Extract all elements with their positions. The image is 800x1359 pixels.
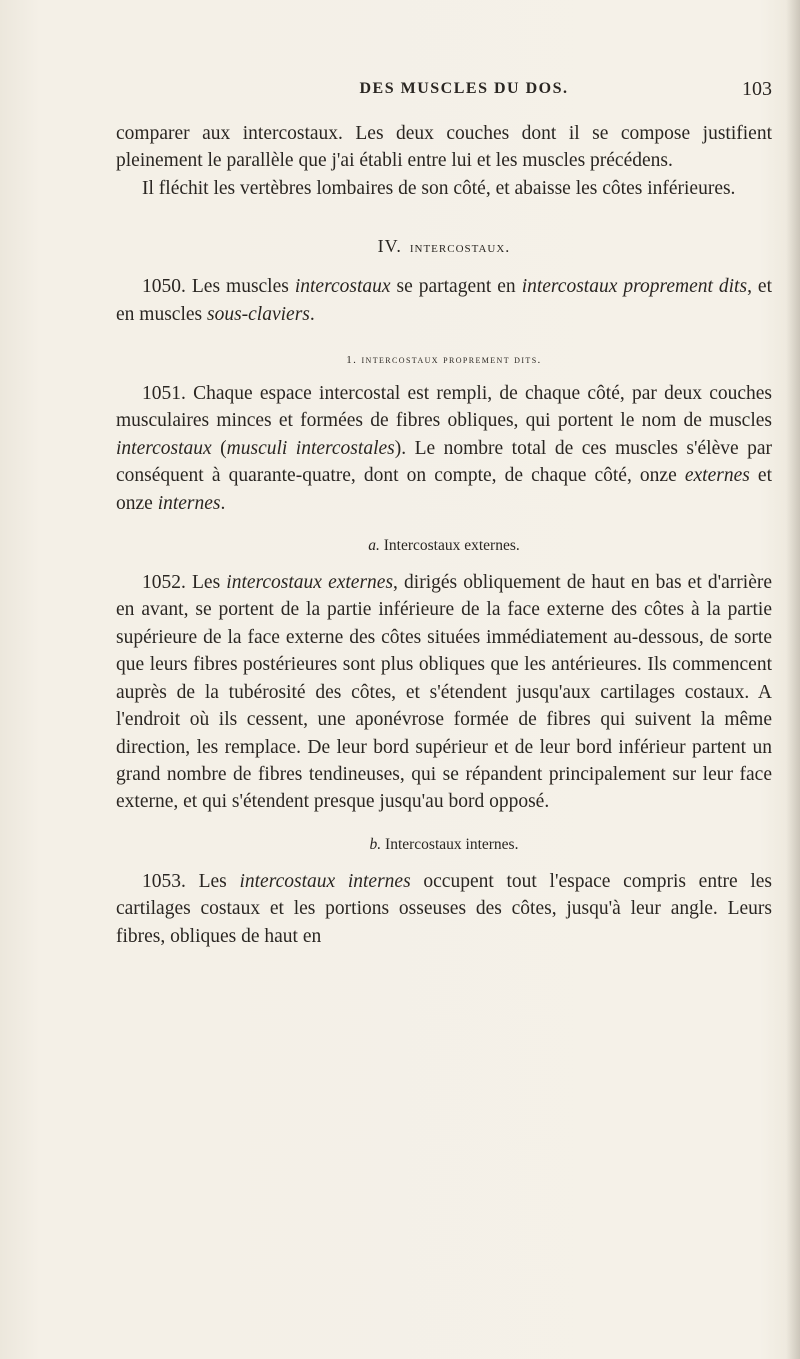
running-head-title: DES MUSCLES DU DOS.	[359, 80, 569, 97]
text-run: se partagent en	[390, 276, 522, 298]
paragraph-number: 1052.	[142, 572, 186, 594]
text-run: Les muscles	[191, 276, 295, 298]
part-b-heading	[116, 836, 772, 854]
italic-term: musculi intercostales	[226, 437, 395, 459]
subsection-heading: 1. intercostaux proprement dits.	[346, 354, 542, 367]
paragraph-number: 1051.	[142, 383, 186, 405]
page-spine-shadow	[786, 0, 800, 1359]
paragraph-number: 1050.	[142, 276, 186, 298]
text-run: ). Le nombre total de ces muscles s'élève par conséquent à quarante-quatre, dont on compte, de chaque côté, onze	[116, 437, 773, 487]
section-heading	[116, 236, 772, 257]
text-run: , dirigés obliquement de haut en bas et d'arrière en avant, se portent de la partie inférieure de la face externe des côtes à la partie supérieure de la face externe des côtes situées immédiatement au-dessous, de sorte que leurs fibres postérieures sont plus obliques que les antérieures. Ils commencent auprès de la tubérosité des côtes, et s'étendent jusqu'aux cartilages costaux. A l'endroit où ils cessent, une aponévrose formée de fibres qui suivent la même direction, les remplace. De leur bord supérieur et de leur bord inférieur partent un grand nombre de fibres tendineuses, qui se répandent principalement sur leur face externe, et qui s'étendent presque jusqu'au bord opposé.	[116, 572, 773, 813]
section-roman-numeral: IV.	[377, 236, 402, 257]
paragraph-1053	[116, 868, 772, 950]
text-run: occupent tout l'espace compris entre les cartilages costaux et les portions osseuses des côtes, jusqu'à leur angle. Leurs fibres, obliques de haut en	[116, 870, 773, 947]
part-a-label: a.	[368, 537, 380, 555]
intro-paragraph-2: Il fléchit les vertèbres lombaires de son côté, et abaisse les côtes inférieures.	[142, 177, 736, 199]
running-head	[116, 80, 772, 106]
intro-paragraph-1: comparer aux intercostaux. Les deux couches dont il se compose justifient pleinement le parallèle que j'ai établi entre lui et les muscles précédens.	[116, 123, 772, 172]
text-run: Les	[198, 870, 240, 892]
section-heading-text: intercostaux.	[409, 239, 511, 257]
paragraph-1051	[116, 380, 772, 517]
italic-term: sous-claviers	[206, 303, 310, 325]
text-run: .	[309, 303, 315, 325]
text-run: .	[220, 492, 226, 514]
part-b-title: Intercostaux internes.	[385, 835, 519, 853]
italic-term: externes	[684, 465, 750, 487]
paragraph-1050	[116, 273, 772, 328]
text-run: et onze	[116, 465, 772, 514]
text-run: Chaque espace intercostal est rempli, de chaque côté, par deux couches musculaires minces et formées de fibres obliques, qui portent le nom de muscles	[116, 383, 773, 432]
page-content	[116, 80, 772, 950]
italic-term: intercostaux proprement dits	[521, 276, 748, 298]
part-a-heading	[116, 537, 772, 555]
paragraph-1052	[116, 569, 772, 816]
text-run: , et en muscles	[116, 276, 773, 325]
italic-term: intercostaux	[294, 276, 391, 298]
italic-term: internes	[157, 492, 221, 514]
paragraph-number: 1053.	[142, 870, 186, 892]
text-run: Les	[192, 572, 227, 594]
italic-term: intercostaux internes	[239, 870, 411, 892]
text-run: (	[211, 437, 227, 459]
italic-term: intercostaux externes	[226, 572, 394, 594]
part-b-label: b.	[369, 835, 382, 853]
italic-term: intercostaux	[116, 437, 212, 459]
page-number: 103	[742, 78, 772, 100]
part-a-title: Intercostaux externes.	[383, 537, 520, 555]
